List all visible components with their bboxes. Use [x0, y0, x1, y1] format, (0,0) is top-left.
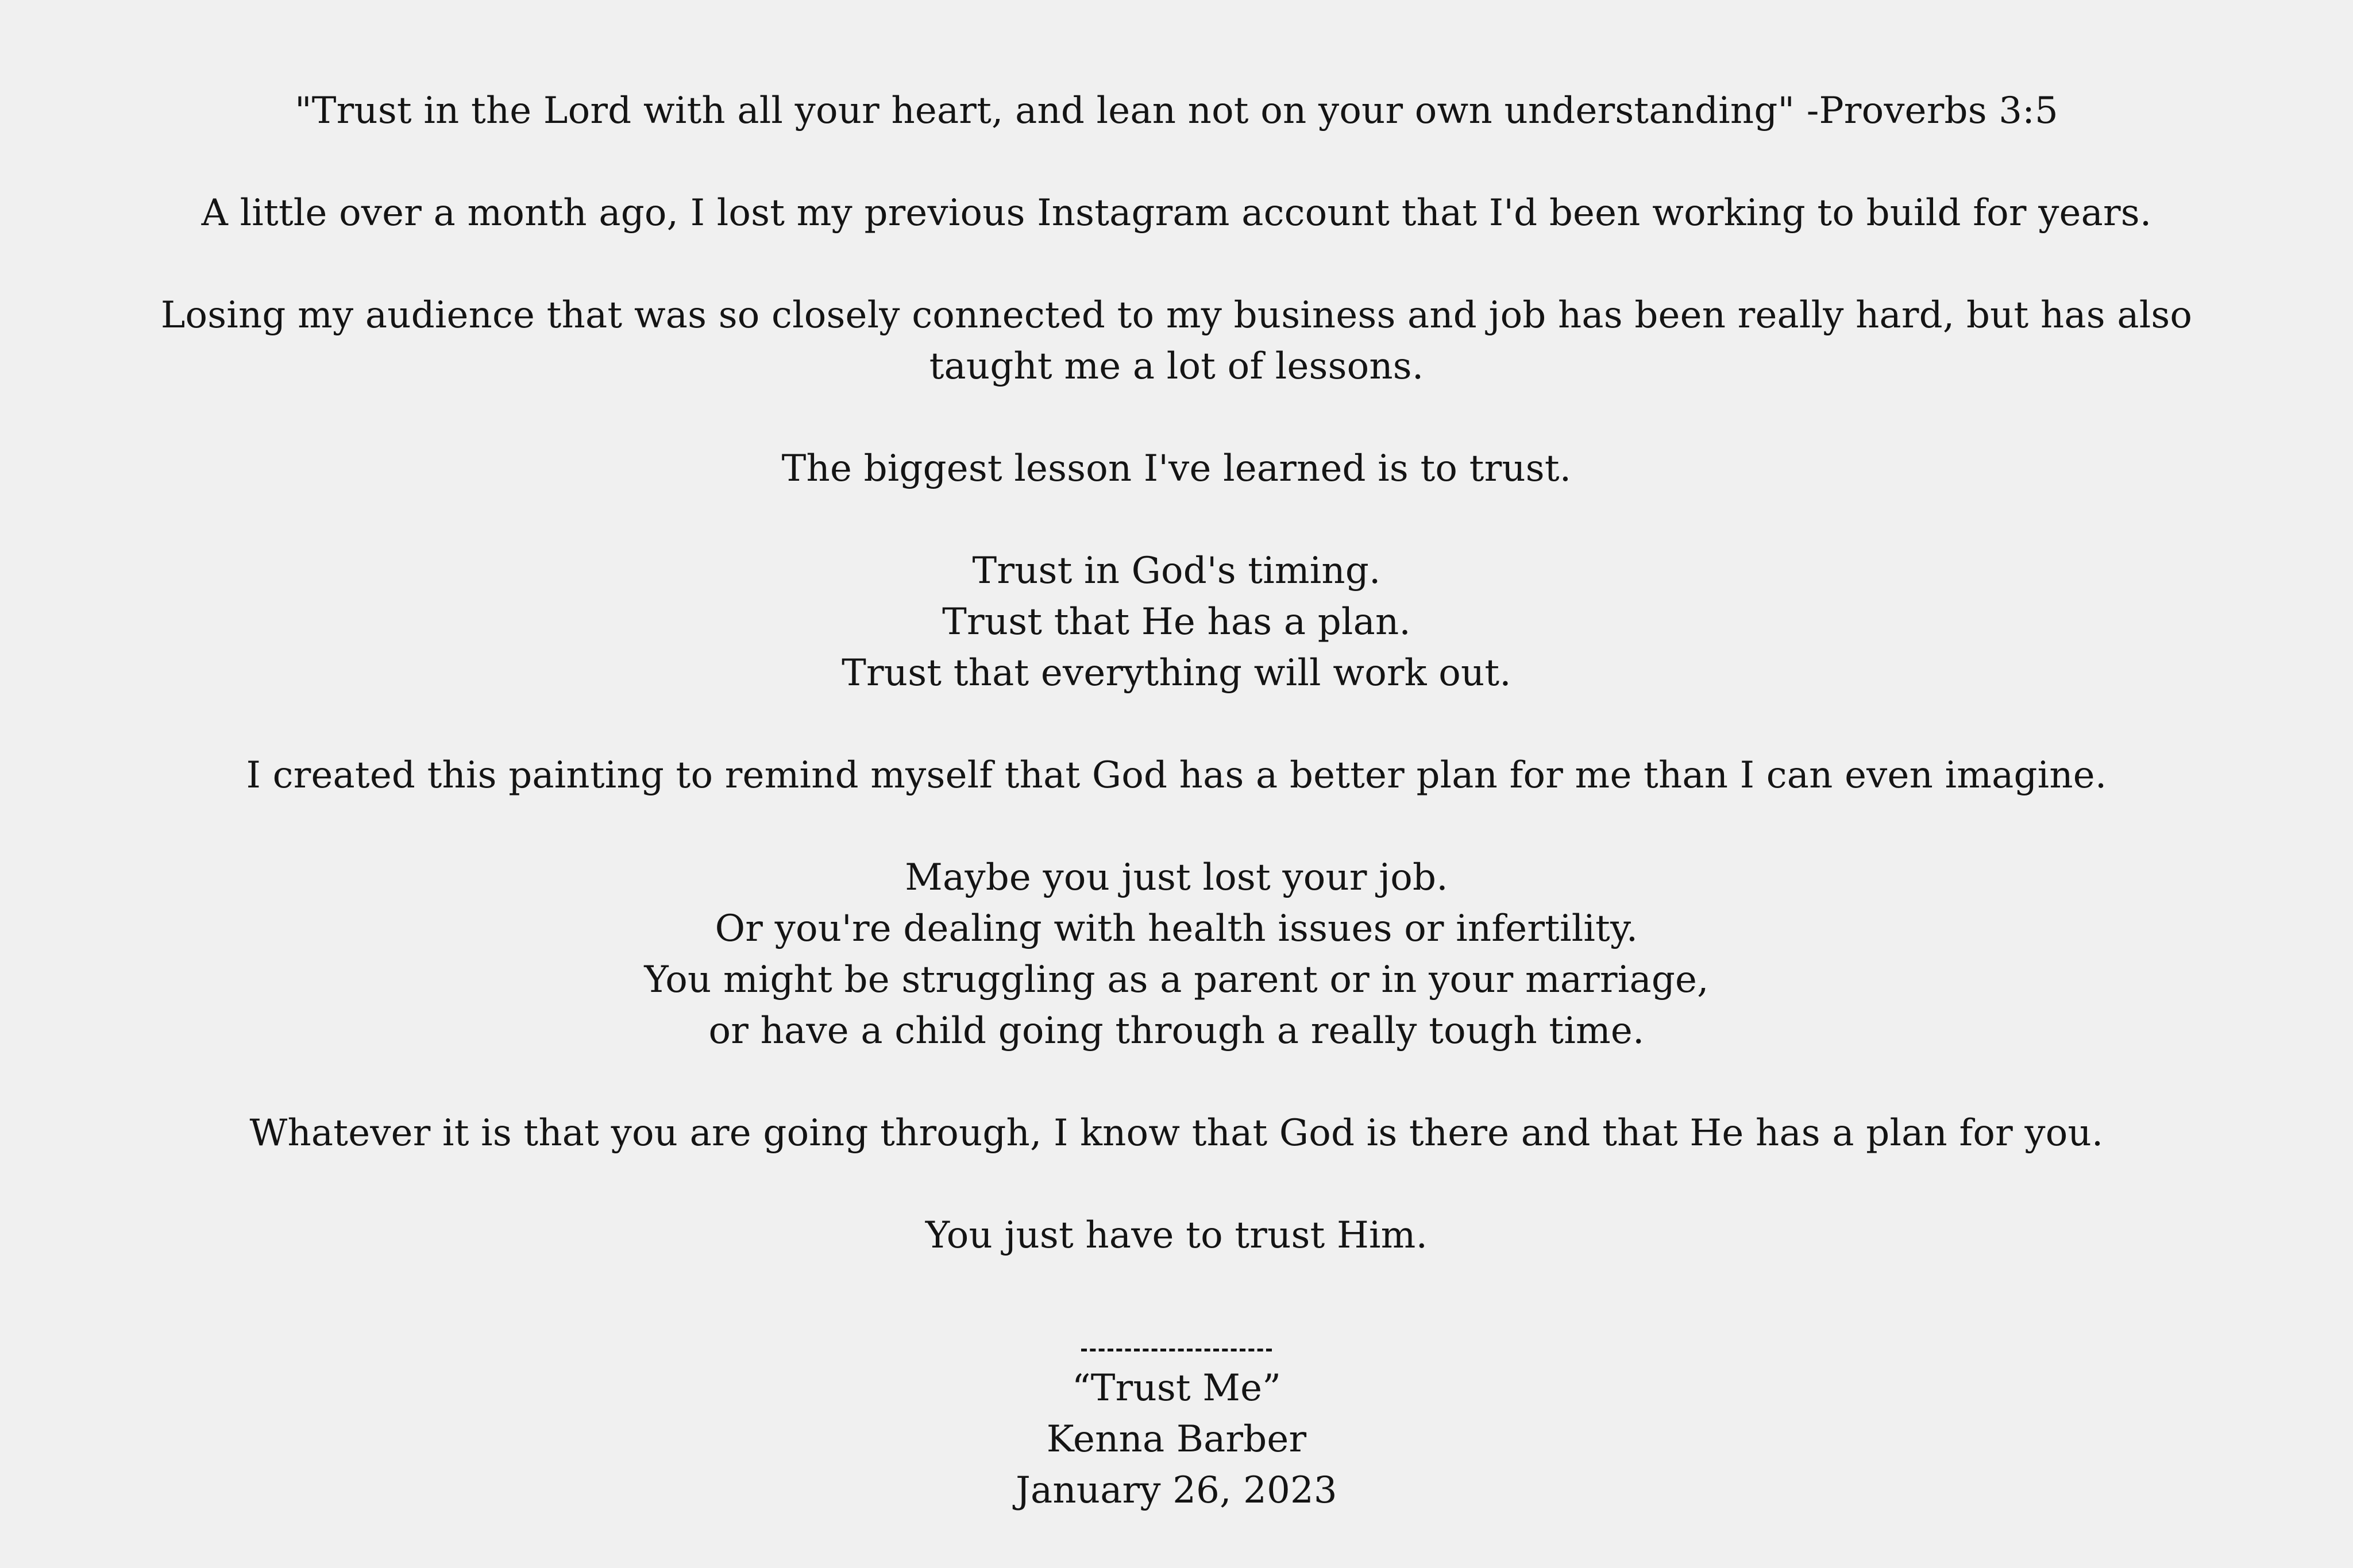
scripture-quote: "Trust in the Lord with all your heart, and lean not on your own understanding" -Proverbs 3:5 — [295, 90, 2058, 132]
paragraph-biggest-lesson: The biggest lesson I've learned is to trust. — [781, 447, 1572, 490]
artwork-date: January 26, 2023 — [1016, 1469, 1337, 1512]
maybe-line-1: Maybe you just lost your job. — [905, 856, 1448, 899]
paragraph-painting: I created this painting to remind myself that God has a better plan for me than I can even imagine. — [246, 754, 2107, 797]
paragraph-whatever: Whatever it is that you are going through, I know that God is there and that He has a plan for you. — [249, 1112, 2104, 1154]
paragraph-losing-audience-line-2: taught me a lot of lessons. — [929, 345, 1424, 388]
paragraph-lost-account: A little over a month ago, I lost my previous Instagram account that I'd been working to build for years. — [201, 192, 2152, 234]
trust-line-1: Trust in God's timing. — [972, 550, 1381, 592]
artwork-title: “Trust Me” — [1071, 1367, 1282, 1409]
paragraph-losing-audience-line-1: Losing my audience that was so closely connected to my business and job has been really hard, but has also — [160, 294, 2193, 337]
maybe-line-3: You might be struggling as a parent or in your marriage, — [644, 959, 1709, 1001]
trust-line-3: Trust that everything will work out. — [842, 652, 1511, 694]
artist-name: Kenna Barber — [1046, 1418, 1307, 1461]
signature-divider — [0, 1337, 2353, 1360]
maybe-line-2: Or you're dealing with health issues or infertility. — [715, 907, 1638, 950]
paragraph-trust-him: You just have to trust Him. — [925, 1214, 1428, 1257]
maybe-line-4: or have a child going through a really tough time. — [708, 1010, 1645, 1052]
trust-line-2: Trust that He has a plan. — [942, 601, 1411, 643]
